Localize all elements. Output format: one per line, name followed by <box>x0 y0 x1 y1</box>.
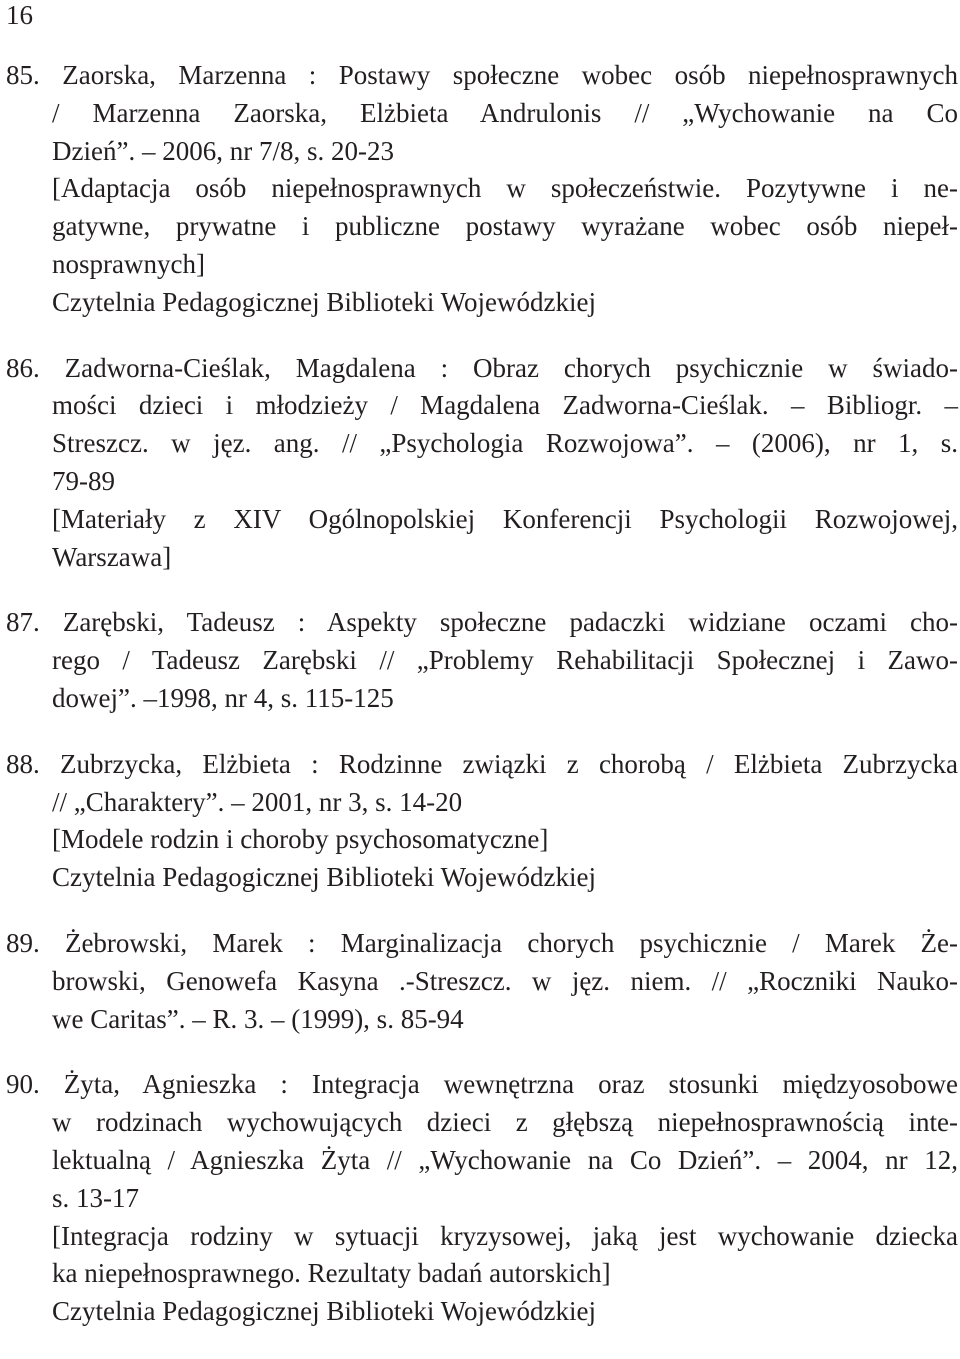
entry-line: Streszcz. w jęz. ang. // „Psychologia Rozwojowa”. – (2006), nr 1, s. <box>52 428 958 459</box>
entry-line: w rodzinach wychowujących dzieci z głębszą niepełnosprawnością inte- <box>52 1107 958 1138</box>
library-location: Czytelnia Pedagogicznej Biblioteki Wojewódzkiej <box>52 286 596 317</box>
entry-line: ka niepełnosprawnego. Rezultaty badań autorskich] <box>52 1258 611 1289</box>
entry-line: rego / Tadeusz Zarębski // „Problemy Rehabilitacji Społecznej i Zawo- <box>52 645 958 676</box>
bibliography-entry-86 <box>6 350 958 577</box>
bibliography-entry-89 <box>6 925 958 1038</box>
entry-line: [Materiały z XIV Ogólnopolskiej Konferencji Psychologii Rozwojowej, <box>52 503 958 534</box>
bibliography-list <box>6 57 958 1359</box>
bibliography-entry-85 <box>6 57 958 322</box>
library-location: Czytelnia Pedagogicznej Biblioteki Wojewódzkiej <box>52 862 596 893</box>
entry-line: 87. Zarębski, Tadeusz : Aspekty społeczne padaczki widziane oczami cho- <box>6 607 958 638</box>
entry-line: 90. Żyta, Agnieszka : Integracja wewnętrzna oraz stosunki międzyosobowe <box>6 1069 958 1100</box>
entry-line: Dzień”. – 2006, nr 7/8, s. 20-23 <box>52 135 394 166</box>
entry-line: 88. Zubrzycka, Elżbieta : Rodzinne związki z chorobą / Elżbieta Zubrzycka <box>6 748 958 779</box>
entry-line: 89. Żebrowski, Marek : Marginalizacja chorych psychicznie / Marek Że- <box>6 927 958 958</box>
bibliography-entry-88 <box>6 746 958 897</box>
bibliography-entry-90 <box>6 1066 958 1331</box>
entry-line: [Adaptacja osób niepełnosprawnych w społeczeństwie. Pozytywne i ne- <box>52 173 958 204</box>
entry-line: gatywne, prywatne i publiczne postawy wyrażane wobec osób niepeł- <box>52 211 958 242</box>
page-number: 16 <box>6 0 33 30</box>
entry-line: nosprawnych] <box>52 248 205 279</box>
entry-line: s. 13-17 <box>52 1182 139 1213</box>
entry-line: // „Charaktery”. – 2001, nr 3, s. 14-20 <box>52 786 463 817</box>
entry-line: [Modele rodzin i choroby psychosomatyczne] <box>52 824 549 855</box>
entry-line: 85. Zaorska, Marzenna : Postawy społeczne wobec osób niepełnosprawnych <box>6 60 958 90</box>
entry-line: / Marzenna Zaorska, Elżbieta Andrulonis // „Wychowanie na Co <box>52 97 958 128</box>
bibliography-entry-87 <box>6 604 958 717</box>
entry-line: 86. Zadworna-Cieślak, Magdalena : Obraz chorych psychicznie w świado- <box>6 352 958 383</box>
entry-line: 79-89 <box>52 465 115 496</box>
entry-line: we Caritas”. – R. 3. – (1999), s. 85-94 <box>52 1003 464 1034</box>
entry-line: [Integracja rodziny w sytuacji kryzysowej, jaką jest wychowanie dziecka <box>52 1220 958 1251</box>
entry-line: dowej”. –1998, nr 4, s. 115-125 <box>52 682 394 713</box>
entry-line: browski, Genowefa Kasyna .-Streszcz. w jęz. niem. // „Roczniki Nauko- <box>52 965 958 996</box>
entry-line: lektualną / Agnieszka Żyta // „Wychowanie na Co Dzień”. – 2004, nr 12, <box>52 1144 958 1175</box>
entry-line: Warszawa] <box>52 541 172 572</box>
library-location: Czytelnia Pedagogicznej Biblioteki Wojewódzkiej <box>52 1296 596 1327</box>
entry-line: mości dzieci i młodzieży / Magdalena Zadworna-Cieślak. – Bibliogr. – <box>52 390 958 421</box>
